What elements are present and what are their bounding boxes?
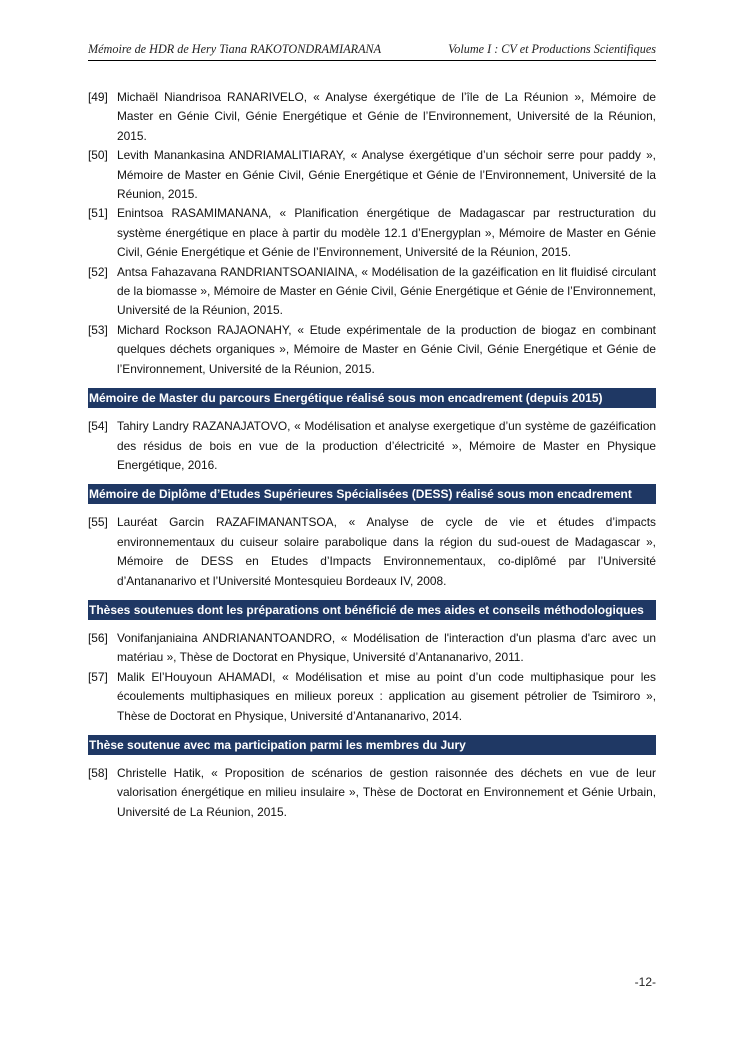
- section-heading: Thèse soutenue avec ma participation parmi les membres du Jury: [88, 735, 656, 755]
- document-body: [88, 88, 656, 822]
- reference-number: [57]: [88, 669, 108, 684]
- reference-entry: [88, 513, 656, 591]
- reference-entry: [88, 321, 656, 379]
- section-heading: Thèses soutenues dont les préparations ont bénéficié de mes aides et conseils méthodologiques: [88, 600, 656, 620]
- page-number: -12-: [634, 975, 656, 989]
- reference-entry: [88, 204, 656, 262]
- reference-number: [49]: [88, 90, 108, 104]
- section-heading: Mémoire de Diplôme d’Etudes Supérieures Spécialisées (DESS) réalisé sous mon encadrement: [88, 484, 656, 504]
- reference-text: Michaël Niandrisoa RANARIVELO, « Analyse éxergétique de l’île de La Réunion », Mémoire de Master en Génie Civil, Génie Energétique et Génie de l’Environnement, Université de la Réunion, 2015.: [117, 90, 656, 143]
- reference-text: Malik El’Houyoun AHAMADI, « Modélisation et mise au point d’un code multiphasique pour les écoulements multiphasiques en milieux poreux : application au gisement pétrolier de Tsimiroro », Thèse de Doctorat en Physique, Université d’Antananarivo, 2014.: [117, 669, 656, 723]
- reference-entry: [88, 668, 656, 726]
- section-heading: Mémoire de Master du parcours Energétique réalisé sous mon encadrement (depuis 2015): [88, 388, 656, 408]
- page-header: [88, 42, 656, 61]
- header-left-title: Mémoire de HDR de Hery Tiana RAKOTONDRAMIARANA: [88, 42, 382, 56]
- reference-text: Lauréat Garcin RAZAFIMANANTSOA, « Analyse de cycle de vie et études d’impacts environnementaux du cuiseur solaire parabolique dans la région du sud-ouest de Madagascar », Mémoire de DESS en Etudes d’Impacts Environnementaux, co-diplômé par l’Université d’Antananarivo et l’Université Montesquieu Bordeaux IV, 2008.: [117, 515, 656, 588]
- header-right-title: Volume I : CV et Productions Scientifiques: [448, 42, 656, 56]
- reference-entry: [88, 417, 656, 475]
- reference-entry: [88, 629, 656, 668]
- reference-text: Christelle Hatik, « Proposition de scénarios de gestion raisonnée des déchets en vue de leur valorisation énergétique en milieu insulaire », Thèse de Doctorat en Environnement et Génie Urbain, Université de La Réunion, 2015.: [117, 765, 656, 819]
- reference-number: [58]: [88, 765, 108, 780]
- reference-number: [56]: [88, 630, 108, 645]
- reference-text: Tahiry Landry RAZANAJATOVO, « Modélisation et analyse exergetique d’un système de gazéification des résidus de bois en vue de la production d’électricité », Mémoire de Master en Physique Energétique, 2016.: [117, 419, 656, 472]
- reference-text: Enintsoa RASAMIMANANA, « Planification énergétique de Madagascar par restructuration du système énergétique en place à partir du modèle 12.1 d’Energyplan », Mémoire de Master en Génie Civil, Génie Energétique et Génie de l’Environnement, Université de la Réunion, 2015.: [117, 206, 656, 260]
- reference-entry: [88, 146, 656, 204]
- reference-text: Antsa Fahazavana RANDRIANTSOANIAINA, « Modélisation de la gazéification en lit fluidisé circulant de la biomasse », Mémoire de Master en Génie Civil, Génie Energétique et Génie de l’Environnement, Université de la Réunion, 2015.: [117, 264, 656, 318]
- reference-number: [51]: [88, 206, 108, 221]
- reference-entry: [88, 764, 656, 822]
- reference-number: [54]: [88, 419, 108, 434]
- reference-number: [50]: [88, 148, 108, 163]
- reference-number: [52]: [88, 264, 108, 279]
- reference-number: [53]: [88, 322, 108, 337]
- reference-text: Michard Rockson RAJAONAHY, « Etude expérimentale de la production de biogaz en combinant quelques déchets organiques », Mémoire de Master en Génie Civil, Génie Energétique et Génie de l’Environnement, Université de la Réunion, 2015.: [117, 322, 656, 376]
- reference-text: Vonifanjaniaina ANDRIANANTOANDRO, « Modélisation de l'interaction d'un plasma d'arc avec un matériau », Thèse de Doctorat en Physique, Université d’Antananarivo, 2011.: [117, 630, 656, 665]
- reference-entry: [88, 263, 656, 321]
- reference-text: Levith Manankasina ANDRIAMALITIARAY, « Analyse éxergétique d’un séchoir serre pour paddy », Mémoire de Master en Génie Civil, Génie Energétique et Génie de l’Environnement, Université de la Réunion, 2015.: [117, 148, 656, 202]
- reference-number: [55]: [88, 515, 108, 530]
- reference-entry: [88, 88, 656, 146]
